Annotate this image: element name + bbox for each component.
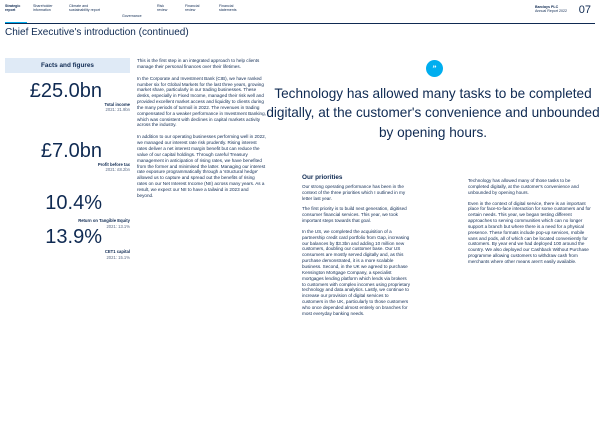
paragraph: Our strong operating performance has been in the context of the three priorities which I outlined in my letter last year. <box>302 183 406 201</box>
fact-value: 10.4% <box>45 192 102 214</box>
fact-label: Return on Tangible Equity <box>78 218 130 223</box>
page-title: Chief Executive's introduction (continued) <box>5 27 189 38</box>
nav-financial-statements[interactable]: Financial statements <box>219 4 237 13</box>
facts-panel <box>5 58 130 73</box>
fact-value: £7.0bn <box>40 140 102 162</box>
fact-prior-year: 2021: 21.9bn <box>105 107 130 112</box>
fact-value: 13.9% <box>45 226 102 248</box>
paragraph: Technology has allowed many of those tasks to be completed digitally, at the customer's convenience and unbounded by opening hours. <box>468 178 579 195</box>
paragraph: In addition to our operating businesses performing well in 2022, we managed our interest rate risk prudently. Rising interest rates deliver a net interest margin benefit but can reduce the value of our capital holdings. Through careful Treasury management in anticipation of rising rates, we have benefited from the former and minimised the latter. Managing our interest rate exposure programmatically through a 'structural hedge' allowed us to capture and spread out the benefits of rising rates on our Net Interest Income (NII) across many years. As a result, we expect our NII to have a tailwind in 2023 and beyond. <box>137 134 266 198</box>
report-name: Annual Report 2022 <box>535 9 567 14</box>
top-navigation <box>5 4 595 22</box>
brand-block <box>535 5 567 14</box>
paragraph: Even in the context of digital service, there is an important place for face-to-face interaction for some customers and for certain needs. This year, we began testing different approaches to serving communities which can no longer support a branch but where there is a need for a physical presence. These formats include pop-up services, mobile vans and pods, all of which can be located conveniently for customers. By year end we had deployed 100 around the country. We also deployed our Cashback Without Purchase programme allowing customers to withdraw cash from merchants where other means aren't easily available. <box>468 200 591 264</box>
paragraph: This is the first step in an integrated approach to help clients manage their personal finances over their lifetimes. <box>137 58 260 69</box>
nav-shareholder-information[interactable]: Shareholder information <box>33 4 53 13</box>
body-column-2 <box>302 175 410 322</box>
header-divider <box>5 23 595 24</box>
facts-heading: Facts and figures <box>5 58 130 73</box>
pull-quote: Technology has allowed many tasks to be completed digitally, at the customer's convenience and unbounded by opening hours. <box>266 86 600 140</box>
paragraph: In the US, we completed the acquisition of a partnership credit card portfolio from Gap, increasing our balances by $3.3bn and adding 10 million new customers, doubling our customer base. Our US consumers are mostly served digitally and, as this purchase demonstrated, it is a more scalable business. Second, in the UK we agreed to purchase Kensington Mortgage Company, a specialist mortgages lending platform which lends via brokers to customers with complex incomes using proprietary technology and data analytics. Lastly, we continue to increase our provision of digital services to customers in the UK, particularly to those customers who once depended almost entirely on branches for most everyday banking needs. <box>302 228 410 316</box>
section-heading: Our priorities <box>302 174 343 181</box>
body-column-1 <box>137 58 266 205</box>
brand-name: Barclays PLC <box>535 5 559 9</box>
paragraph: The first priority is to build next generation, digitised consumer financial services. This year, we took important steps towards that goal. <box>302 206 407 224</box>
fact-label: Total income <box>104 102 130 107</box>
page-number: 07 <box>578 4 591 16</box>
fact-prior-year: 2021: £8.2bn <box>105 167 130 172</box>
quote-mark-icon: ” <box>426 60 443 77</box>
nav-strategic-report[interactable]: Strategic report <box>5 4 21 13</box>
fact-label: Profit before tax <box>97 162 130 167</box>
body-column-3 <box>468 178 591 270</box>
fact-prior-year: 2021: 15.1% <box>106 255 130 260</box>
nav-financial-review[interactable]: Financial review <box>185 4 200 13</box>
nav-climate-sustainability[interactable]: Climate and sustainability report <box>69 4 100 13</box>
nav-governance[interactable]: Governance <box>122 14 142 18</box>
fact-value: £25.0bn <box>29 80 102 102</box>
nav-risk-review[interactable]: Risk review <box>157 4 168 13</box>
fact-label: CET1 capital <box>104 249 130 254</box>
fact-prior-year: 2021: 13.1% <box>106 224 130 229</box>
paragraph: In the Corporate and Investment Bank (CIB), we have ranked number six for Global Markets for the last three years, growing market share, particularly in our trading businesses. These desks, especially in Fixed Income, managed their risk well and provided excellent market access and liquidity to clients during the many periods of turmoil in 2022. The revenues in trading compensated for a weaker performance in Investment Banking, which was consistent with declines in capital markets activity across the industry. <box>137 75 266 128</box>
